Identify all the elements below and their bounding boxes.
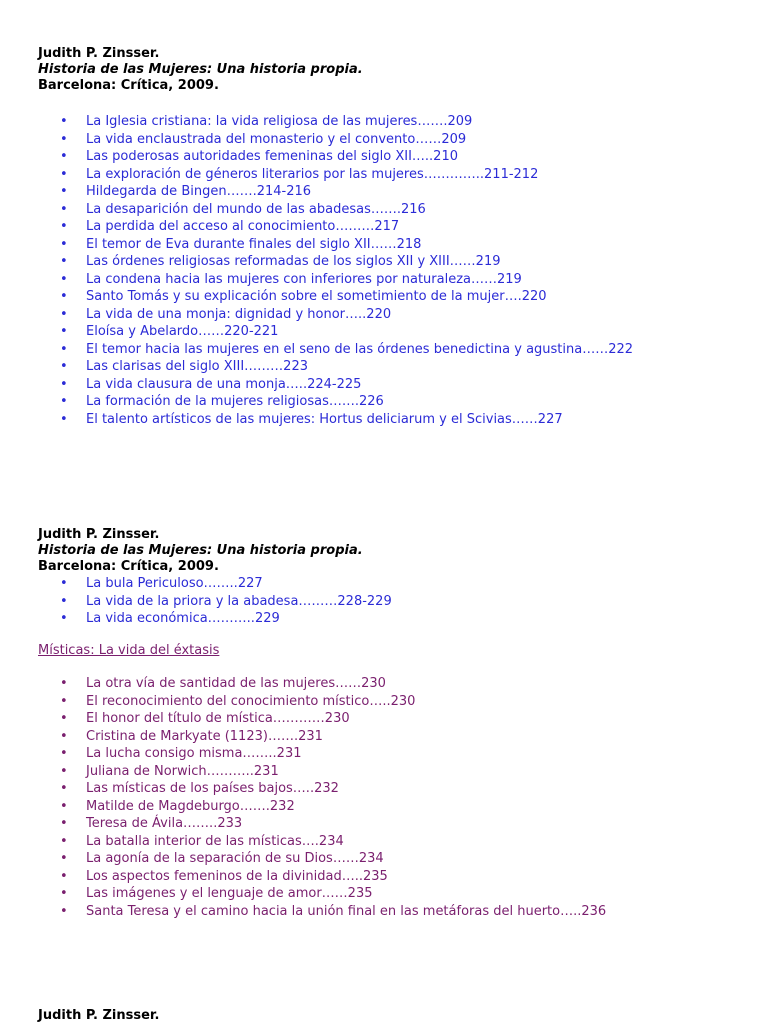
bullet-icon: • xyxy=(60,411,68,427)
toc-link-label[interactable]: Juliana de Norwich………..231 xyxy=(86,763,279,779)
toc-link-item[interactable] xyxy=(0,376,633,394)
toc-link-item[interactable] xyxy=(0,411,633,429)
citation-author: Judith P. Zinsser. xyxy=(38,1008,160,1023)
toc-link-label[interactable]: La vida clausura de una monja…..224-225 xyxy=(86,376,362,392)
toc-link-item[interactable] xyxy=(0,833,606,851)
citation-block-2 xyxy=(38,527,363,575)
bullet-icon: • xyxy=(60,394,68,409)
toc-link-item[interactable] xyxy=(0,323,633,341)
toc-link-label[interactable]: La vida enclaustrada del monasterio y el convento……209 xyxy=(86,131,467,147)
toc-link-label[interactable]: La agonía de la separación de su Dios……234 xyxy=(86,851,384,866)
toc-link-label[interactable]: Santa Teresa y el camino hacia la unión final en las metáforas del huerto…..236 xyxy=(86,903,607,919)
toc-link-label[interactable]: Matilde de Magdeburgo…….232 xyxy=(86,798,295,814)
toc-link-item[interactable] xyxy=(0,763,606,781)
toc-link-label[interactable]: La formación de la mujeres religiosas…….226 xyxy=(86,394,384,409)
toc-link-item[interactable] xyxy=(0,148,633,166)
citation-title: Historia de las Mujeres: Una historia propia. xyxy=(38,543,363,558)
citation-block-3 xyxy=(38,1008,159,1024)
bullet-icon: • xyxy=(60,236,68,252)
toc-link-label[interactable]: Las órdenes religiosas reformadas de los siglos XII y XIII……219 xyxy=(86,254,501,269)
bullet-icon: • xyxy=(60,254,68,269)
toc-link-label[interactable]: La lucha consigo misma……..231 xyxy=(86,746,302,761)
bullet-icon: • xyxy=(60,798,68,814)
bullet-icon: • xyxy=(60,376,68,392)
bullet-icon: • xyxy=(60,184,68,199)
citation-title: Historia de las Mujeres: Una historia propia. xyxy=(38,62,363,77)
toc-link-item[interactable] xyxy=(0,113,633,131)
toc-link-item[interactable] xyxy=(0,903,606,921)
toc-link-label[interactable]: La vida de una monja: dignidad y honor…..220 xyxy=(86,306,392,322)
toc-link-item[interactable] xyxy=(0,610,392,628)
toc-link-item[interactable] xyxy=(0,271,633,289)
bullet-icon: • xyxy=(60,166,68,182)
toc-link-label[interactable]: Hildegarda de Bingen…….214-216 xyxy=(86,184,312,199)
toc-link-label[interactable]: El honor del título de mística…………230 xyxy=(86,711,350,726)
toc-link-item[interactable] xyxy=(0,745,606,763)
bullet-icon: • xyxy=(60,711,68,726)
toc-link-label[interactable]: Santo Tomás y su explicación sobre el sometimiento de la mujer….220 xyxy=(86,289,547,304)
toc-link-label[interactable]: Las clarisas del siglo XIII………223 xyxy=(86,359,308,374)
toc-link-item[interactable] xyxy=(0,236,633,254)
toc-link-item[interactable] xyxy=(0,201,633,219)
bullet-icon: • xyxy=(60,868,68,884)
toc-link-label[interactable]: Cristina de Markyate (1123)…….231 xyxy=(86,728,323,744)
toc-link-item[interactable] xyxy=(0,288,633,306)
bullet-icon: • xyxy=(60,114,68,129)
citation-author: Judith P. Zinsser. xyxy=(38,527,160,542)
toc-link-label[interactable]: La batalla interior de las místicas….234 xyxy=(86,833,344,849)
toc-link-item[interactable] xyxy=(0,780,606,798)
toc-link-item[interactable] xyxy=(0,710,606,728)
toc-link-item[interactable] xyxy=(0,815,606,833)
toc-link-item[interactable] xyxy=(0,593,392,611)
bullet-icon: • xyxy=(60,324,68,339)
toc-link-label[interactable]: La desaparición del mundo de las abadesas…….216 xyxy=(86,201,426,217)
bullet-icon: • xyxy=(60,593,68,609)
toc-link-item[interactable] xyxy=(0,675,606,693)
toc-link-label[interactable]: El talento artísticos de las mujeres: Hortus deliciarum y el Scivias……227 xyxy=(86,411,563,427)
bullet-icon: • xyxy=(60,903,68,919)
bullet-icon: • xyxy=(60,746,68,761)
toc-link-item[interactable] xyxy=(0,358,633,376)
bullet-icon: • xyxy=(60,851,68,866)
bullet-icon: • xyxy=(60,306,68,322)
bullet-icon: • xyxy=(60,833,68,849)
toc-link-item[interactable] xyxy=(0,693,606,711)
toc-list-3 xyxy=(0,675,606,920)
toc-link-item[interactable] xyxy=(0,868,606,886)
toc-link-label[interactable]: Los aspectos femeninos de la divinidad…..235 xyxy=(86,868,388,884)
citation-block-1 xyxy=(38,46,363,94)
bullet-icon: • xyxy=(60,576,68,591)
toc-link-label[interactable]: La perdida del acceso al conocimiento………217 xyxy=(86,219,400,234)
toc-link-label[interactable]: La otra vía de santidad de las mujeres……230 xyxy=(86,676,386,691)
toc-link-item[interactable] xyxy=(0,253,633,271)
toc-list-2 xyxy=(0,575,392,628)
toc-link-label[interactable]: El temor de Eva durante finales del siglo XII……218 xyxy=(86,236,422,252)
toc-link-label[interactable]: Las imágenes y el lenguaje de amor……235 xyxy=(86,886,373,901)
bullet-icon: • xyxy=(60,201,68,217)
toc-link-label[interactable]: La condena hacia las mujeres con inferiores por naturaleza……219 xyxy=(86,271,522,287)
toc-link-label[interactable]: El reconocimiento del conocimiento místico…..230 xyxy=(86,693,416,709)
toc-link-label[interactable]: Teresa de Ávila……..233 xyxy=(86,816,243,831)
bullet-icon: • xyxy=(60,611,68,626)
bullet-icon: • xyxy=(60,693,68,709)
toc-link-item[interactable] xyxy=(0,885,606,903)
toc-link-item[interactable] xyxy=(0,306,633,324)
toc-link-label[interactable]: El temor hacia las mujeres en el seno de las órdenes benedictina y agustina……222 xyxy=(86,341,634,357)
bullet-icon: • xyxy=(60,886,68,901)
bullet-icon: • xyxy=(60,676,68,691)
bullet-icon: • xyxy=(60,271,68,287)
toc-link-item[interactable] xyxy=(0,728,606,746)
toc-link-label[interactable]: La bula Periculoso……..227 xyxy=(86,576,263,591)
toc-list-1 xyxy=(0,113,633,428)
bullet-icon: • xyxy=(60,763,68,779)
bullet-icon: • xyxy=(60,149,68,164)
bullet-icon: • xyxy=(60,728,68,744)
toc-link-label[interactable]: La vida económica………..229 xyxy=(86,611,280,626)
toc-link-item[interactable] xyxy=(0,131,633,149)
toc-link-label[interactable]: Las poderosas autoridades femeninas del siglo XII…..210 xyxy=(86,149,458,164)
toc-link-label[interactable]: Las místicas de los países bajos…..232 xyxy=(86,781,339,796)
toc-link-label[interactable]: La Iglesia cristiana: la vida religiosa de las mujeres…….209 xyxy=(86,114,473,129)
toc-link-label[interactable]: La exploración de géneros literarios por las mujeres…………..211-212 xyxy=(86,166,539,182)
toc-link-label[interactable]: Eloísa y Abelardo……220-221 xyxy=(86,324,279,339)
bullet-icon: • xyxy=(60,219,68,234)
citation-publisher: Barcelona: Crítica, 2009. xyxy=(38,559,219,574)
toc-link-item[interactable] xyxy=(0,341,633,359)
citation-author: Judith P. Zinsser. xyxy=(38,46,160,61)
bullet-icon: • xyxy=(60,359,68,374)
bullet-icon: • xyxy=(60,781,68,796)
toc-link-item[interactable] xyxy=(0,575,392,593)
toc-link-label[interactable]: La vida de la priora y la abadesa………228-229 xyxy=(86,593,392,609)
toc-link-item[interactable] xyxy=(0,393,633,411)
toc-link-item[interactable] xyxy=(0,166,633,184)
bullet-icon: • xyxy=(60,341,68,357)
section-heading-link[interactable]: Místicas: La vida del éxtasis xyxy=(38,643,220,658)
toc-link-item[interactable] xyxy=(0,218,633,236)
toc-link-item[interactable] xyxy=(0,798,606,816)
bullet-icon: • xyxy=(60,816,68,831)
toc-link-item[interactable] xyxy=(0,183,633,201)
toc-link-item[interactable] xyxy=(0,850,606,868)
citation-publisher: Barcelona: Crítica, 2009. xyxy=(38,78,219,93)
bullet-icon: • xyxy=(60,131,68,147)
bullet-icon: • xyxy=(60,289,68,304)
